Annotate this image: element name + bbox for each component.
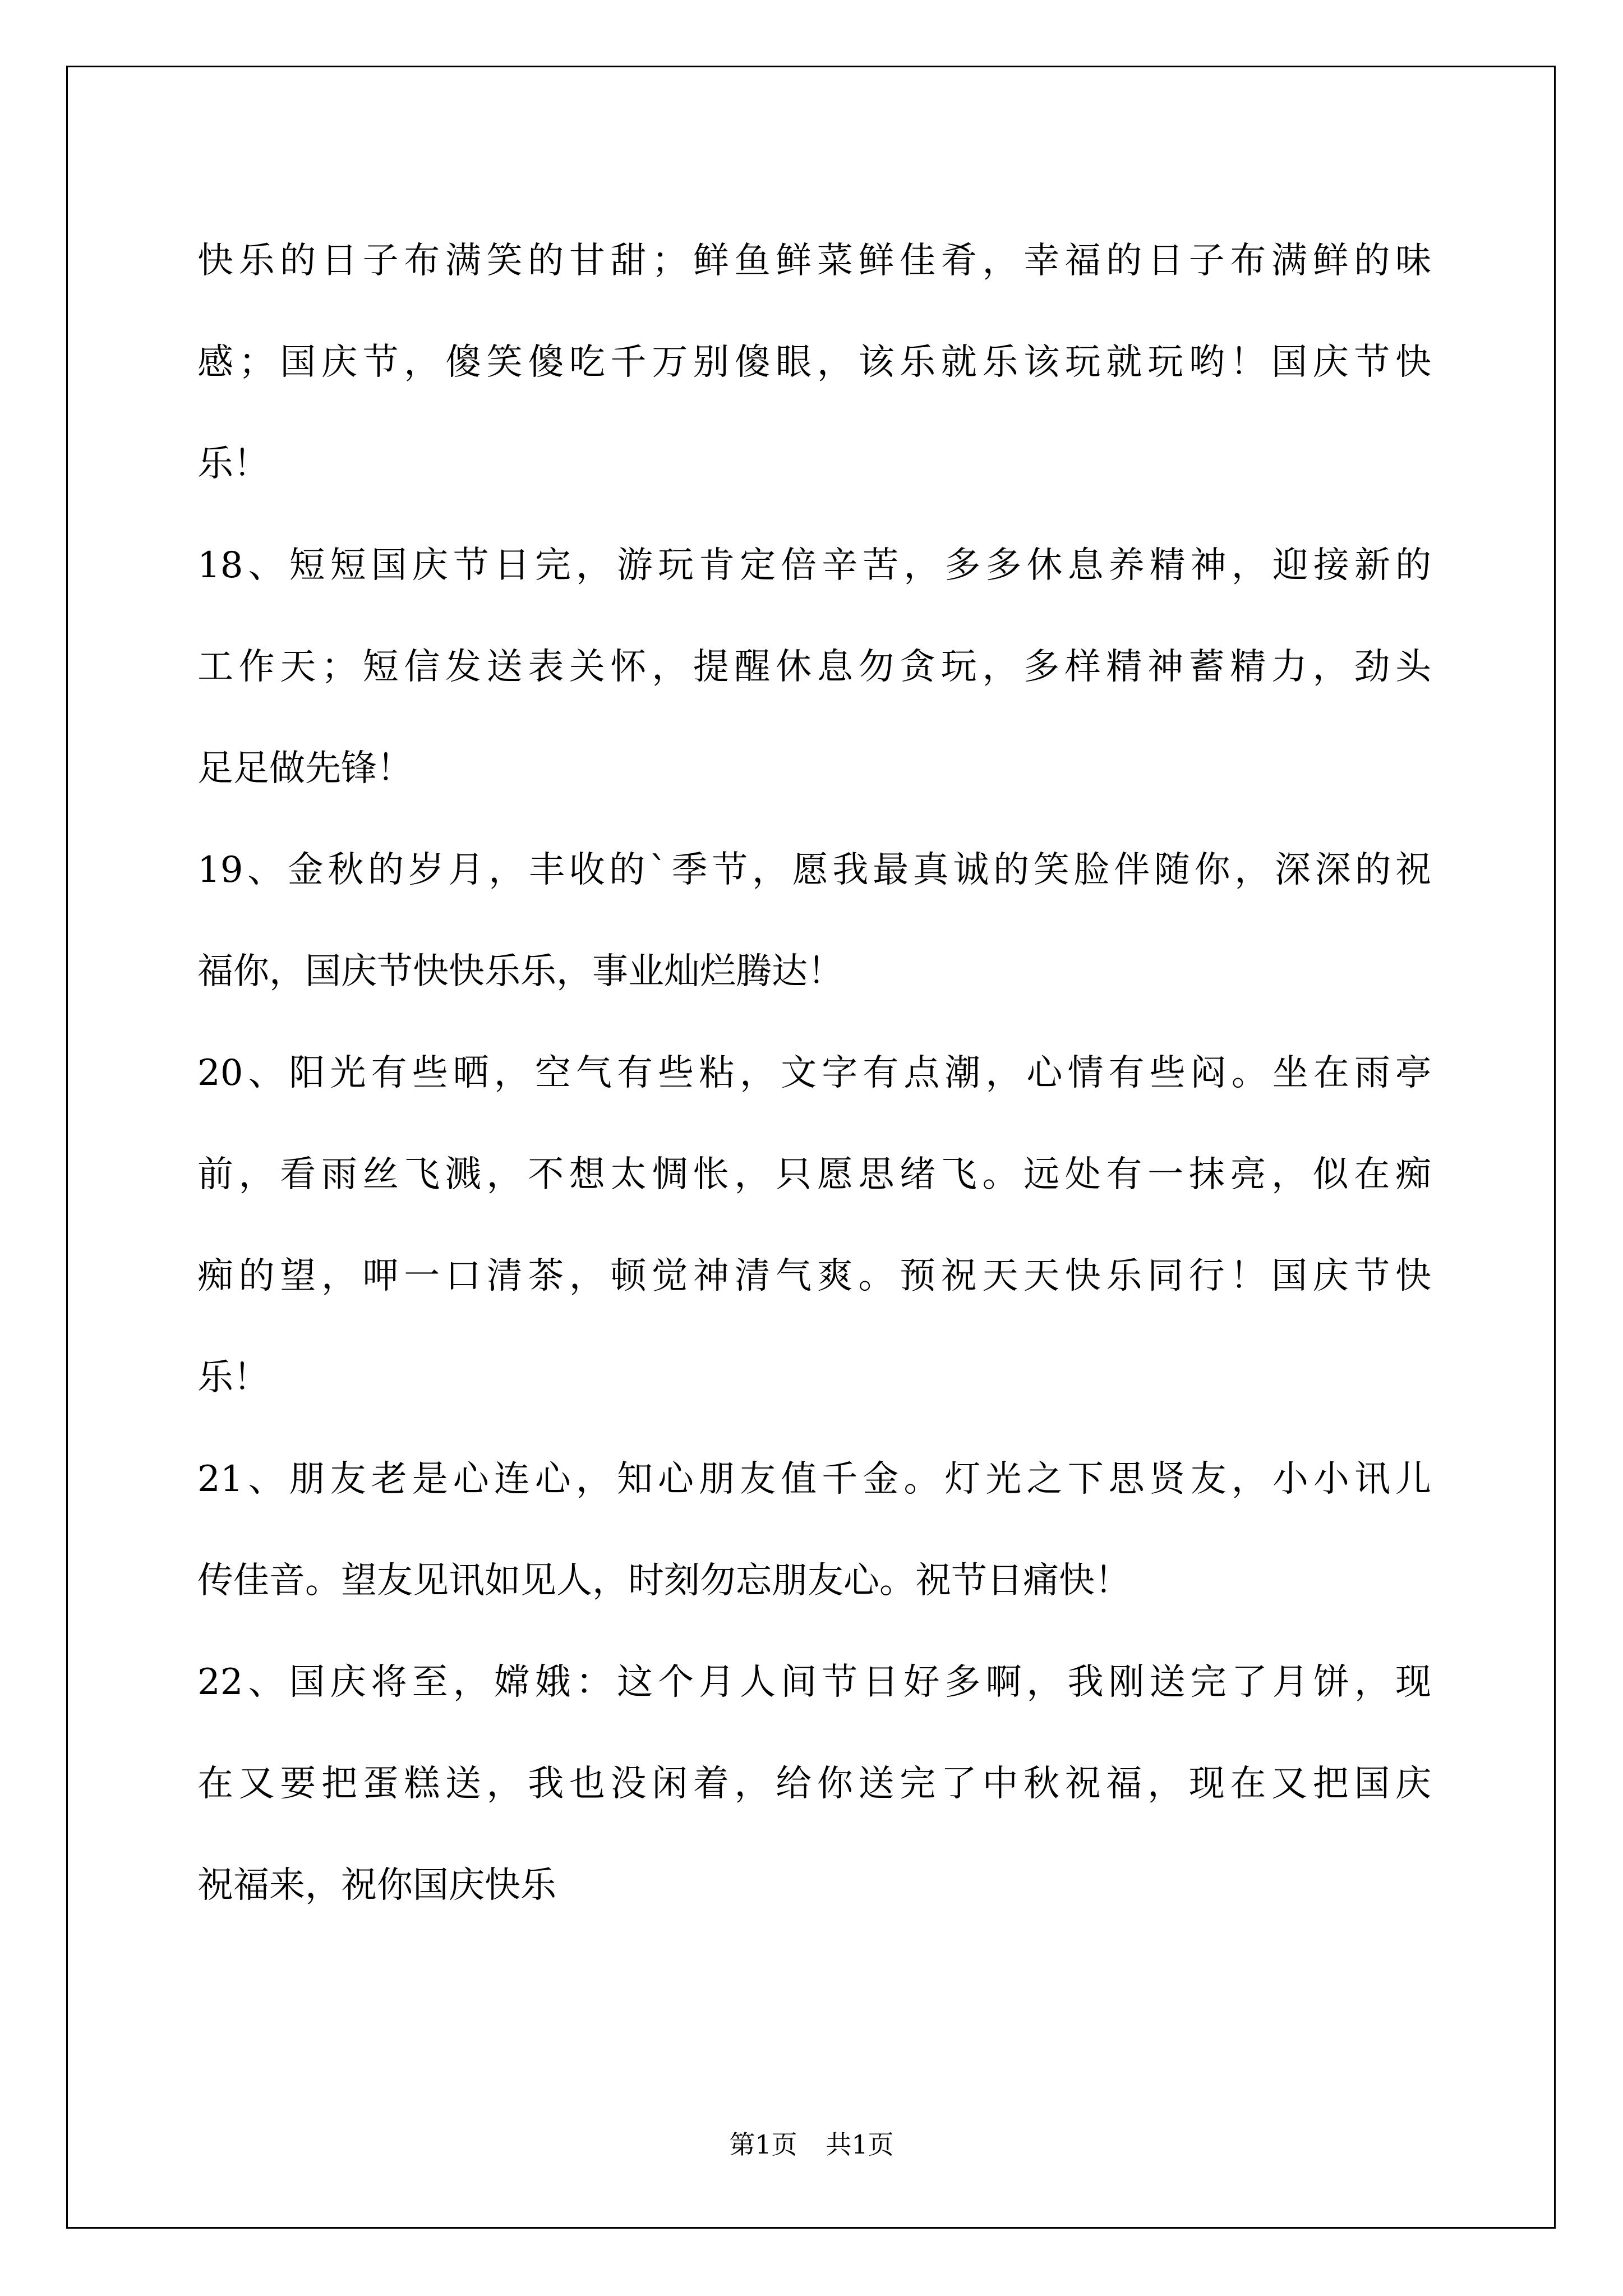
text-line: 快乐的日子布满笑的甘甜；鲜鱼鲜菜鲜佳肴，幸福的日子布满鲜的味 — [197, 240, 1431, 282]
text-line: 乐！ — [197, 1357, 269, 1398]
text-line: 18、短短国庆节日完，游玩肯定倍辛苦，多多休息养精神，迎接新的 — [197, 545, 1431, 586]
text-line: 福你，国庆节快快乐乐，事业灿烂腾达！ — [197, 951, 843, 992]
page-total: 共1页 — [826, 2129, 894, 2160]
text-line: 痴的望，呷一口清茶，顿觉神清气爽。预祝天天快乐同行！国庆节快 — [197, 1255, 1431, 1297]
text-line: 祝福来，祝你国庆快乐 — [197, 1865, 556, 1906]
text-line: 工作天；短信发送表关怀，提醒休息勿贪玩，多样精神蓄精力，劲头 — [197, 646, 1431, 688]
text-line: 在又要把蛋糕送，我也没闲着，给你送完了中秋祝福，现在又把国庆 — [197, 1763, 1431, 1805]
text-line: 传佳音。望友见讯如见人，时刻勿忘朋友心。祝节日痛快！ — [197, 1560, 1131, 1602]
text-line: 22、国庆将至，嫦娥：这个月人间节日好多啊，我刚送完了月饼，现 — [197, 1662, 1431, 1703]
text-line: 前，看雨丝飞溅，不想太惆怅，只愿思绪飞。远处有一抹亮，似在痴 — [197, 1154, 1431, 1195]
text-line: 感；国庆节，傻笑傻吃千万别傻眼，该乐就乐该玩就玩哟！国庆节快 — [197, 342, 1431, 383]
document-body — [197, 210, 1431, 1936]
text-line: 19、金秋的岁月，丰收的`季节，愿我最真诚的笑脸伴随你，深深的祝 — [197, 849, 1431, 891]
text-line: 20、阳光有些晒，空气有些粘，文字有点潮，心情有些闷。坐在雨亭 — [197, 1052, 1431, 1094]
text-line: 乐！ — [197, 443, 269, 485]
text-line: 足足做先锋！ — [197, 748, 413, 789]
text-line: 21、朋友老是心连心，知心朋友值千金。灯光之下思贤友，小小讯儿 — [197, 1458, 1431, 1500]
page-footer — [0, 2128, 1623, 2161]
page-number: 第1页 — [729, 2129, 797, 2160]
